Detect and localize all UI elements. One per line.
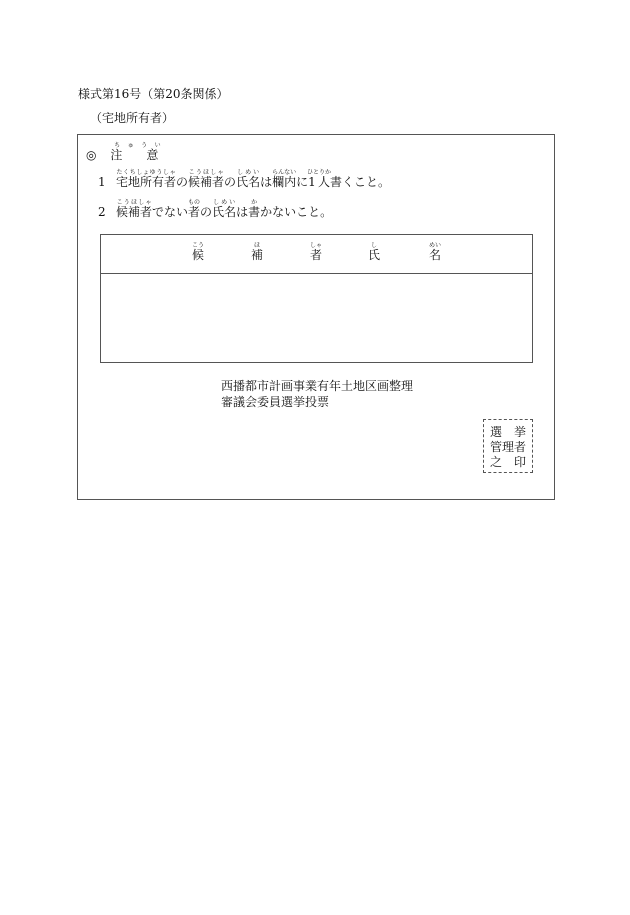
ruby-base: 1人 [307,175,332,189]
ruby-word [307,169,332,189]
header-char-base: 氏 [367,248,381,262]
header-char-ruby [250,242,264,262]
text-segment: に [296,175,309,189]
election-manager-seal [483,419,533,473]
header-char [192,242,204,263]
notice-label-ruby [110,142,165,162]
notice-item-number: 1 [98,175,106,189]
ruby-base: 氏名 [212,205,237,219]
notice-item-text [116,169,390,189]
header-char-base: 者 [309,248,323,262]
form-number-title: 様式第16号（第20条関係） [78,87,229,101]
seal-line-1: 選 挙 [489,425,526,439]
text-segment: でない [152,205,189,219]
notice-heading [86,142,164,162]
seal-line-3: 之 印 [489,455,526,469]
notice-item-1 [98,169,390,189]
organization-line-1: 西播都市計画事業有年土地区画整理 [221,379,414,393]
text-segment: は [236,205,249,219]
ruby-base: 欄内 [272,175,297,189]
ruby-reading: こうほしゃ [188,169,225,176]
header-char [310,242,322,263]
notice-label: 注 意 [110,148,165,162]
header-char-reading: こう [191,242,205,249]
text-segment: は [260,175,273,189]
candidate-name-entry-field[interactable] [101,273,532,362]
header-char-base: 候 [191,248,205,262]
header-char-ruby [309,242,323,262]
ruby-base: 候補者 [116,205,153,219]
ruby-word [188,199,201,219]
ruby-base: 宅地所有者 [116,175,177,189]
ruby-word [272,169,297,189]
ruby-base: 者 [188,205,201,219]
header-char [368,242,380,263]
header-char [251,242,263,263]
candidate-name-header [101,235,532,274]
ruby-reading: こうほしゃ [116,199,153,206]
organization-line-2: 審議会委員選挙投票 [221,395,330,409]
ruby-word [188,169,225,189]
ruby-reading: もの [188,199,201,206]
notice-label-reading: ちゅうい [110,142,165,149]
header-char-ruby [428,242,442,262]
text-segment: の [200,205,213,219]
header-char-reading: し [367,242,381,249]
form-subtitle: （宅地所有者） [90,111,175,125]
notice-item-2 [98,199,332,219]
ruby-word [116,199,153,219]
seal-line-2: 管理者 [489,440,526,454]
ruby-reading: か [248,199,261,206]
ruby-reading: ひとりか [307,169,332,176]
header-char-reading: ほ [250,242,264,249]
ruby-base: 候補者 [188,175,225,189]
header-char [429,242,441,263]
header-char-ruby [367,242,381,262]
ruby-reading: しめい [236,169,261,176]
header-char-base: 名 [428,248,442,262]
ruby-reading: しめい [212,199,237,206]
notice-item-text [116,199,333,219]
double-circle-icon: ◎ [86,148,97,162]
notice-item-number: 2 [98,205,106,219]
text-segment: 書くこと。 [329,175,390,189]
text-segment: の [224,175,237,189]
ruby-word [236,169,261,189]
ruby-word [212,199,237,219]
header-char-reading: めい [428,242,442,249]
text-segment: かないこと。 [260,205,333,219]
ruby-base: 書 [248,205,261,219]
text-segment: の [176,175,189,189]
header-char-ruby [191,242,205,262]
header-char-base: 補 [250,248,264,262]
header-char-reading: しゃ [309,242,323,249]
ruby-base: 氏名 [236,175,261,189]
ruby-word [248,199,261,219]
ruby-reading: たくちしょゆうしゃ [116,169,177,176]
ruby-word [116,169,177,189]
candidate-name-table [100,234,533,363]
ruby-reading: らんない [272,169,297,176]
